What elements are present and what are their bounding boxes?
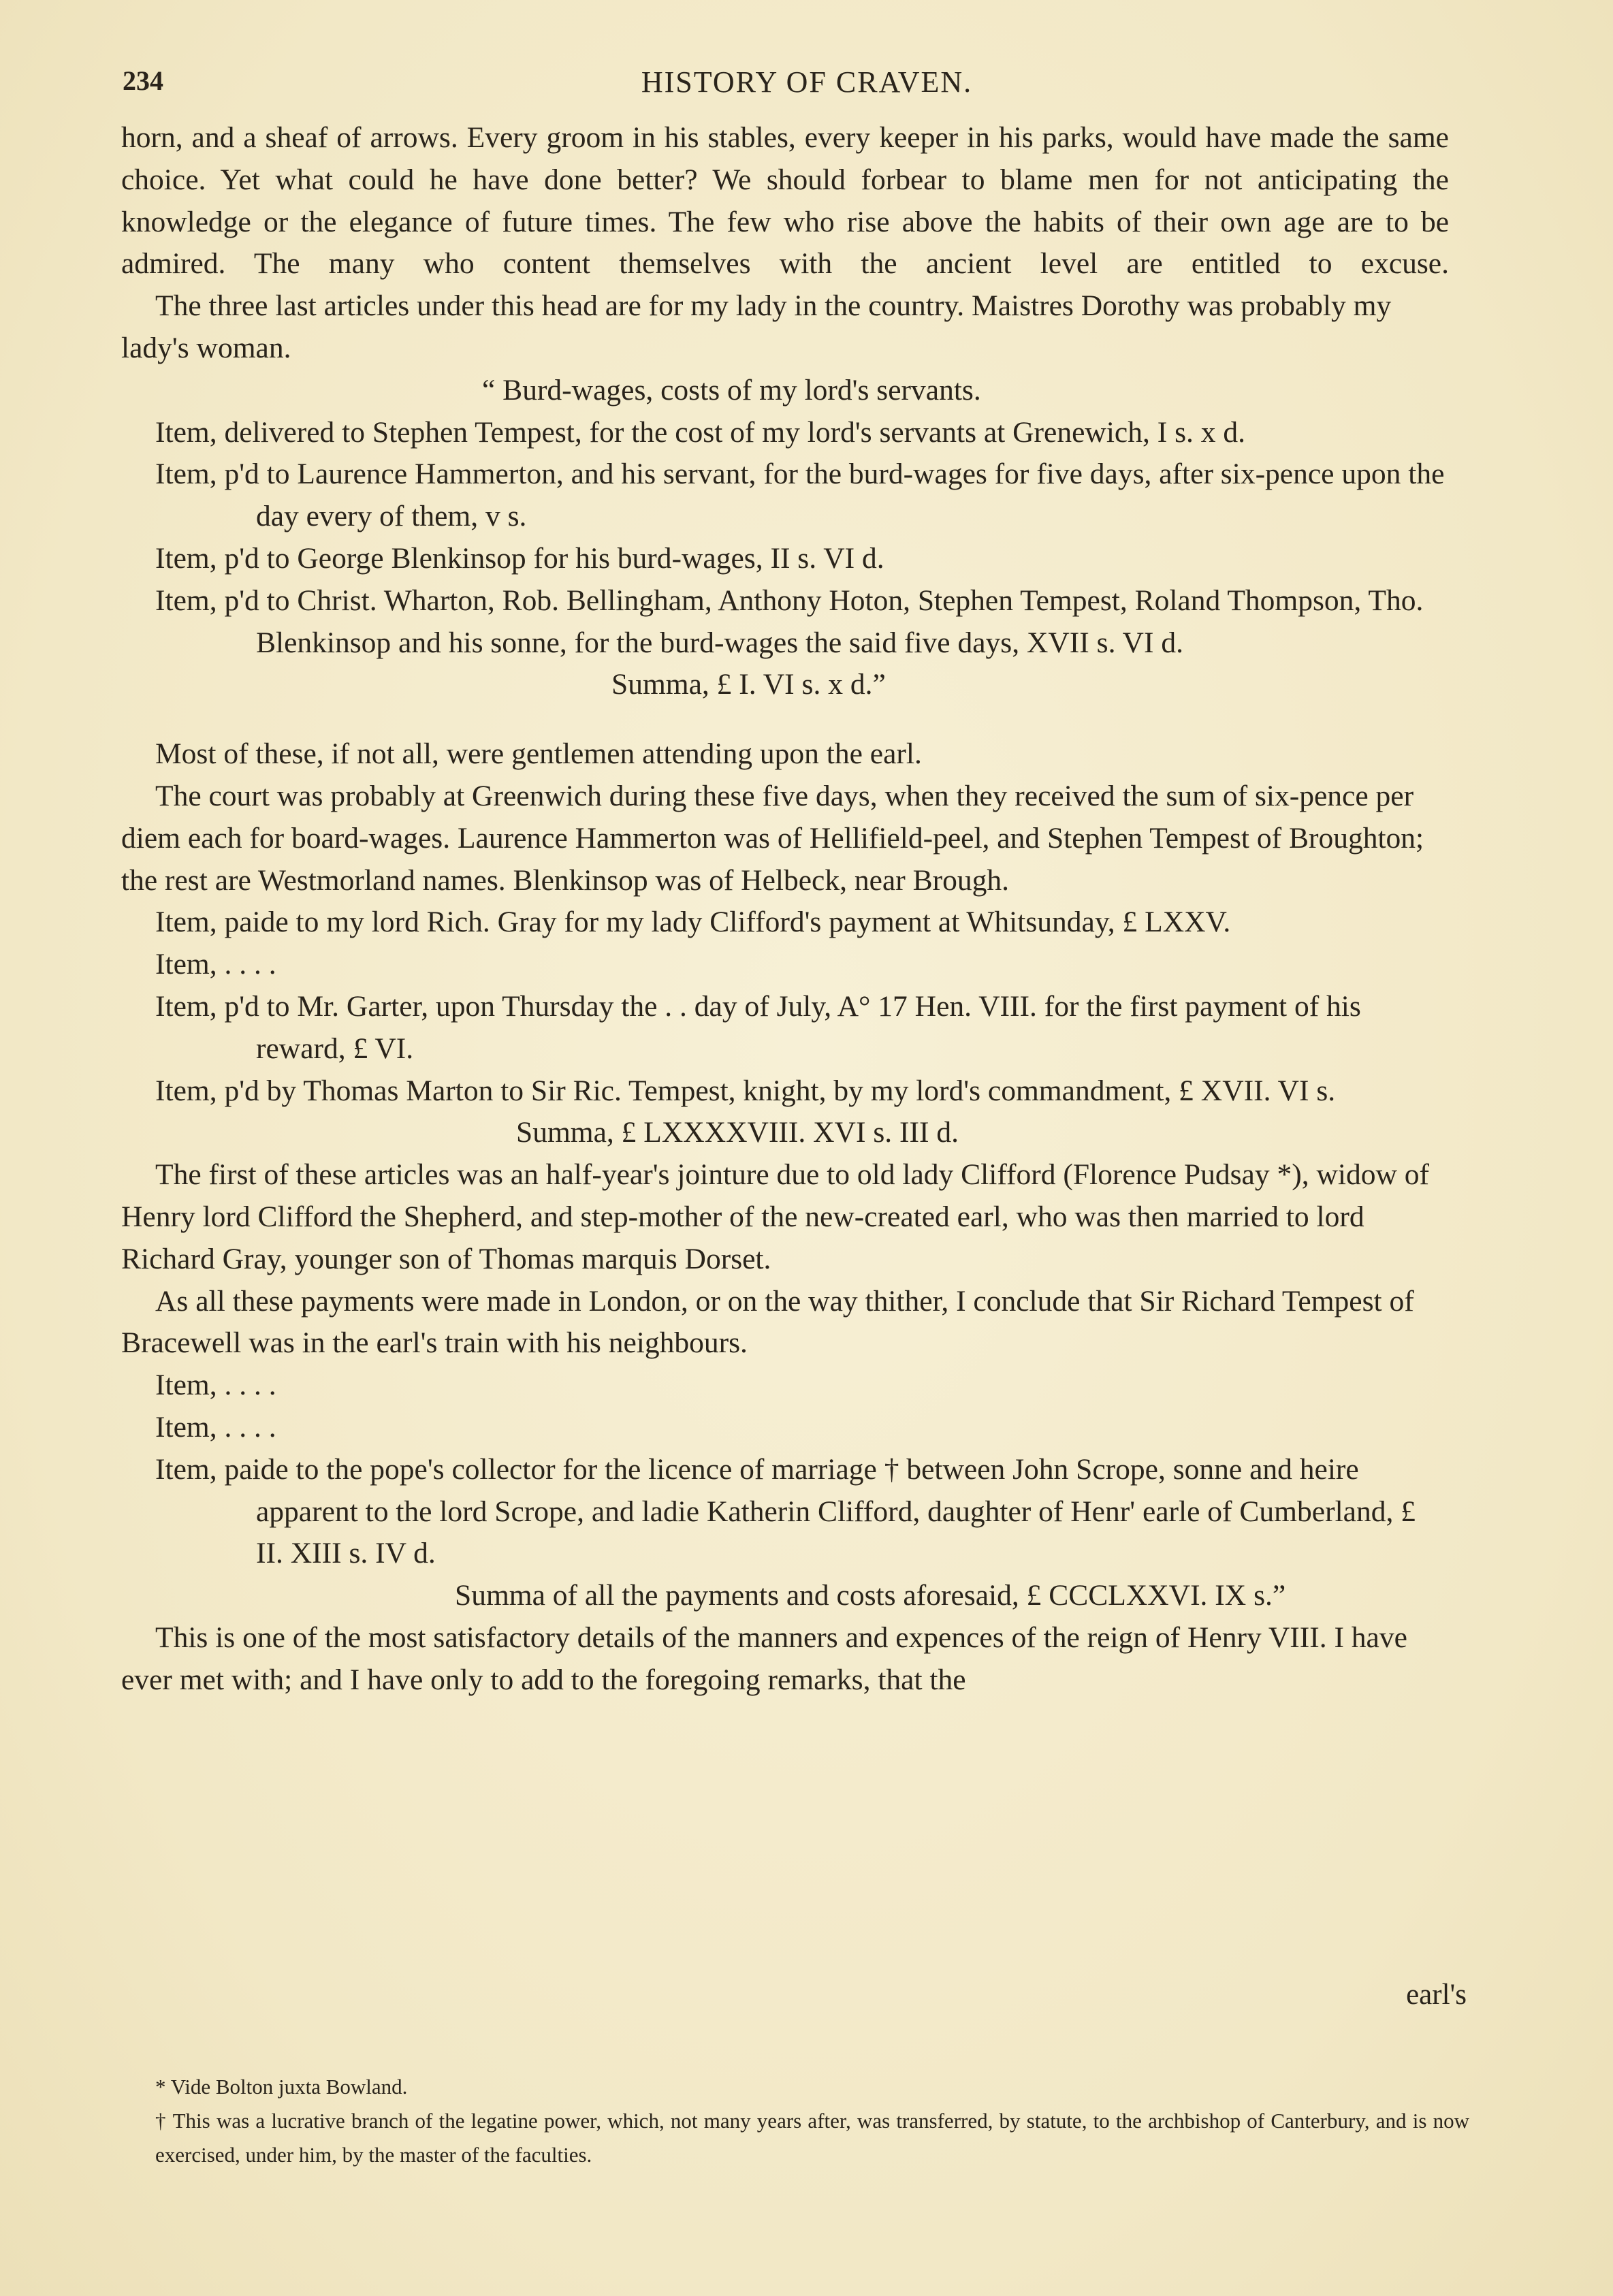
account-item: Item, paide to the pope's collector for the licence of marriage † between John Scrope, sonne and heire apparent to the lord Scrope, and ladie Katherin Clifford, daughter of Henr' earle of Cumberland, £ II. XIII s. IV d. — [155, 1452, 1416, 1570]
account-item: Item, delivered to Stephen Tempest, for the cost of my lord's servants at Grenewich, I s. x d. — [155, 415, 1246, 449]
footnote-2: † This was a lucrative branch of the legatine power, which, not many years after, was transferred, by statute, to the archbishop of Canterbury, and is now exercised, under him, by the master of the faculties. — [155, 2109, 1469, 2167]
summa-line: Summa, £ LXXXXVIII. XVI s. III d. — [516, 1116, 959, 1149]
account-item: Item, p'd to Laurence Hammerton, and his servant, for the burd-wages for five days, after six-pence upon the day every of them, v s. — [155, 458, 1445, 533]
paragraph-6: As all these payments were made in London, or on the way thither, I conclude that Sir Richard Tempest of Bracewell was in the earl's train with his neighbours. — [121, 1284, 1414, 1360]
footnote-1: * Vide Bolton juxta Bowland. — [155, 2075, 408, 2099]
account-item: Item, p'd by Thomas Marton to Sir Ric. Tempest, knight, by my lord's commandment, £ XVII. VI s. — [155, 1074, 1336, 1107]
paragraph-5: The first of these articles was an half-year's jointure due to old lady Clifford (Florence Pudsay *), widow of Henry lord Clifford the Shepherd, and step-mother of the new-created earl, who was then married to lord Richard Gray, younger son of Thomas marquis Dorset. — [121, 1158, 1429, 1275]
account-item: Item, . . . . — [155, 1410, 276, 1444]
paragraph-1: horn, and a sheaf of arrows. Every groom in his stables, every keeper in his parks, would have made the same choice. Yet what could he have done better? We should forbear to blame men for not anticipating the knowledge or the elegance of future times. The few who rise above the habits of their own age are to be admired. The many who content themselves with the ancient level are entitled to excuse. — [121, 121, 1449, 281]
account-item: Item, p'd to Mr. Garter, upon Thursday the . . day of July, A° 17 Hen. VIII. for the first payment of his reward, £ VI. — [155, 989, 1361, 1065]
account-item: Item, . . . . — [155, 948, 276, 981]
page-body — [121, 117, 1449, 1701]
page-header — [123, 65, 1491, 106]
page-number: 234 — [123, 65, 163, 96]
summa-line: Summa of all the payments and costs aforesaid, £ CCCLXXVI. IX s.” — [455, 1579, 1286, 1612]
quote-heading: “ Burd-wages, costs of my lord's servants. — [482, 373, 981, 406]
summa-line: Summa, £ I. VI s. x d.” — [611, 668, 886, 701]
paragraph-4: The court was probably at Greenwich during these five days, when they received the sum of six-pence per diem each for board-wages. Laurence Hammerton was of Hellifield-peel, and Stephen Tempest of Broughton; the rest are Westmorland names. Blenkinsop was of Helbeck, near Brough. — [121, 779, 1424, 897]
catchword: earl's — [1406, 1979, 1467, 2011]
paragraph-3: Most of these, if not all, were gentlemen attending upon the earl. — [155, 737, 922, 771]
account-item: Item, p'd to Christ. Wharton, Rob. Bellingham, Anthony Hoton, Stephen Tempest, Roland Thompson, Tho. Blenkinsop and his sonne, for the burd-wages the said five days, XVII s. VI d. — [155, 584, 1424, 659]
account-item: Item, . . . . — [155, 1369, 276, 1402]
account-item: Item, paide to my lord Rich. Gray for my lady Clifford's payment at Whitsunday, £ LXXV. — [155, 906, 1231, 939]
footnotes — [155, 2070, 1469, 2172]
paragraph-2: The three last articles under this head are for my lady in the country. Maistres Dorothy was probably my lady's woman. — [121, 289, 1392, 364]
paragraph-7: This is one of the most satisfactory details of the manners and expences of the reign of Henry VIII. I have ever met with; and I have only to add to the foregoing remarks, that the — [121, 1621, 1407, 1696]
running-title: HISTORY OF CRAVEN. — [641, 65, 973, 99]
account-item: Item, p'd to George Blenkinsop for his burd-wages, II s. VI d. — [155, 541, 884, 575]
